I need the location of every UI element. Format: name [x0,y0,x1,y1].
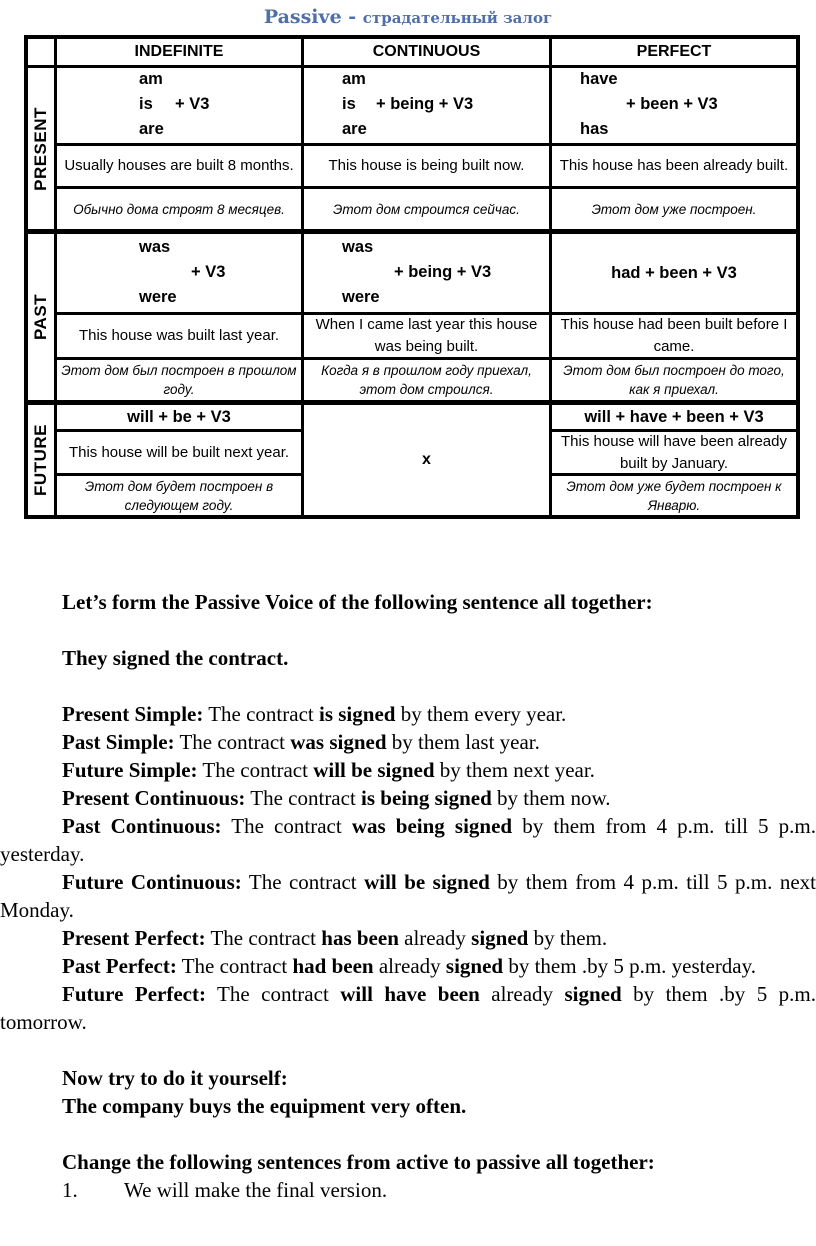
line-future-continuous: Future Continuous: The contract will be signed by them from 4 p.m. till 5 p.m. next Monday. [0,870,816,922]
exercise-text [0,588,816,1204]
intro-line: Let’s form the Passive Voice of the following sentence all together: [62,590,653,614]
past-perfect-example: This house had been built before I came. [552,315,796,357]
row-label-present: PRESENT [28,68,54,229]
line-present-continuous: Present Continuous: The contract is being signed by them now. [62,786,611,810]
future-perfect-example: This house will have been already built by January. [552,432,796,473]
future-continuous-empty: x [304,405,549,515]
future-indefinite-formula: will + be + V3 [57,405,301,429]
line-past-simple: Past Simple: The contract was signed by them last year. [62,730,540,754]
page-title: Passive - страдательный залог [263,6,553,28]
corner-cell [28,39,54,65]
line-past-perfect: Past Perfect: The contract had been already signed by them .by 5 p.m. yesterday. [62,954,757,978]
line-past-continuous: Past Continuous: The contract was being signed by them from 4 p.m. till 5 p.m. yesterday. [0,814,816,866]
past-indefinite-example: This house was built last year. [57,315,301,357]
line-present-perfect: Present Perfect: The contract has been already signed by them. [62,926,608,950]
line-present-simple: Present Simple: The contract is signed by them every year. [62,702,567,726]
future-perfect-translation: Этот дом уже будет построен к Январю. [552,476,796,515]
present-indefinite-example: Usually houses are built 8 months. [57,146,301,186]
present-perfect-translation: Этот дом уже построен. [552,189,796,229]
future-indefinite-translation: Этот дом будет построен в следующем году. [57,476,301,515]
example-sentence: They signed the contract. [62,646,289,670]
past-perfect-translation: Этот дом был построен до того, как я приехал. [552,360,796,400]
try-yourself-heading: Now try to do it yourself: [62,1066,288,1090]
future-perfect-formula: will + have + been + V3 [552,405,796,429]
header-continuous: CONTINUOUS [304,39,549,65]
passive-voice-table [24,35,800,519]
header-perfect: PERFECT [552,39,796,65]
header-indefinite: INDEFINITE [57,39,301,65]
task-sentence: The company buys the equipment very often. [62,1094,467,1118]
present-continuous-formula: am is + being + V3 are [304,68,549,143]
present-indefinite-formula: am is + V3 are [57,68,301,143]
row-label-past: PAST [28,234,54,400]
past-continuous-formula: was + being + V3 were [304,234,549,312]
row-label-future: FUTURE [28,405,54,515]
line-future-simple: Future Simple: The contract will be signed by them next year. [62,758,595,782]
past-perfect-formula: had + been + V3 [552,234,796,312]
present-perfect-example: This house has been already built. [552,146,796,186]
past-indefinite-formula: was + V3 were [57,234,301,312]
list-item: 1. We will make the final version. [62,1178,388,1202]
present-indefinite-translation: Обычно дома строят 8 месяцев. [57,189,301,229]
change-instruction: Change the following sentences from active to passive all together: [62,1150,655,1174]
present-continuous-example: This house is being built now. [304,146,549,186]
present-continuous-translation: Этот дом строится сейчас. [304,189,549,229]
present-perfect-formula: have + been + V3 has [552,68,796,143]
past-continuous-translation: Когда я в прошлом году приехал, этот дом строился. [304,360,549,400]
line-future-perfect: Future Perfect: The contract will have been already signed by them .by 5 p.m. tomorrow. [0,982,816,1034]
past-indefinite-translation: Этот дом был построен в прошлом году. [57,360,301,400]
past-continuous-example: When I came last year this house was being built. [304,315,549,357]
future-indefinite-example: This house will be built next year. [57,432,301,473]
